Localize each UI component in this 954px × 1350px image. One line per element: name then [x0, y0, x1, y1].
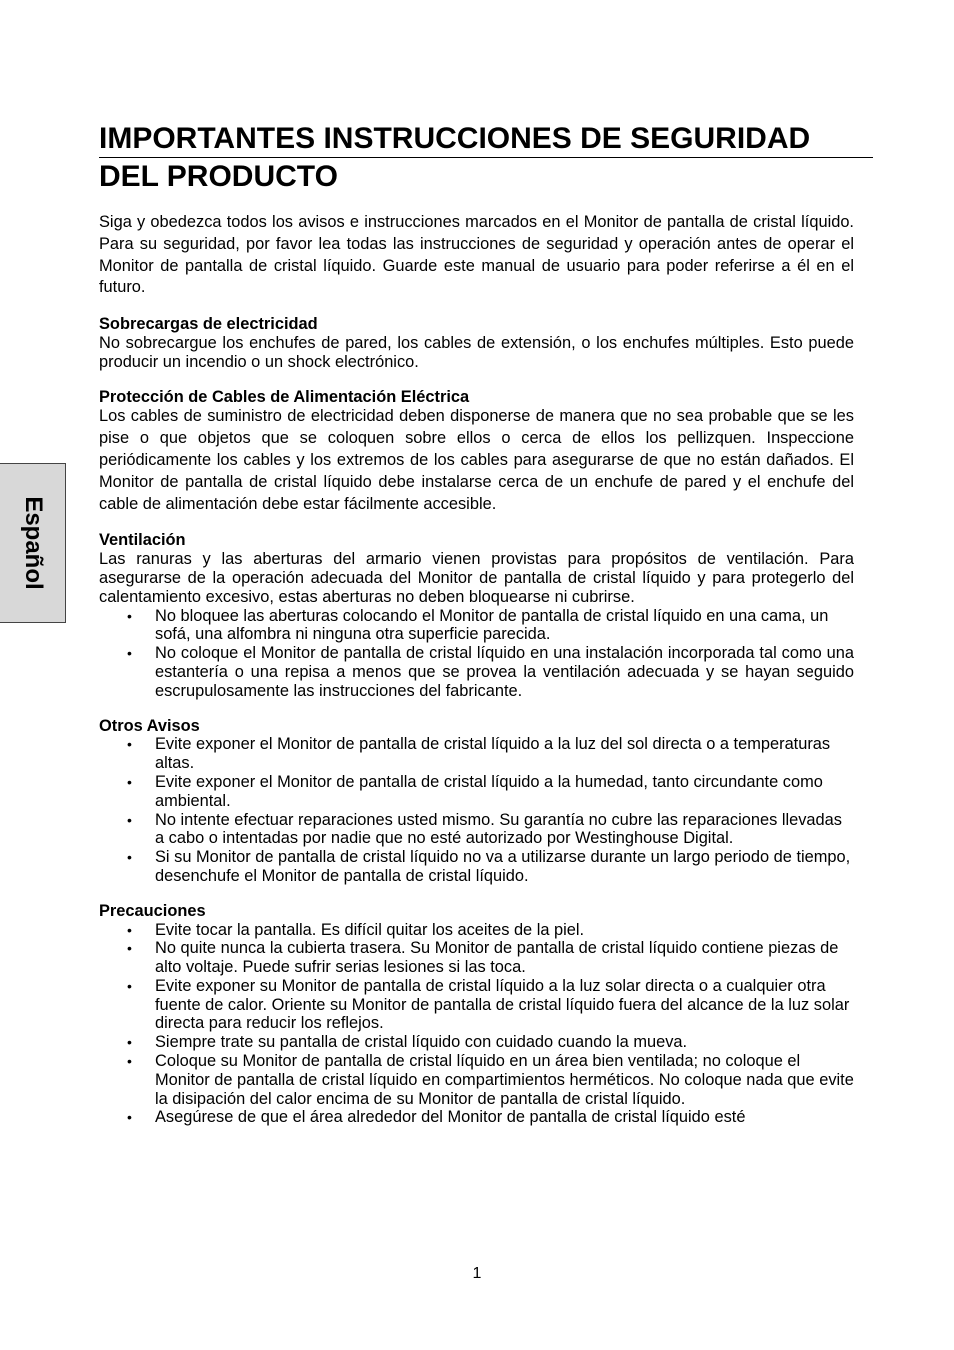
list-item [99, 735, 854, 773]
list-item-text: Evite exponer su Monitor de pantalla de cristal líquido a la luz solar directa o a cualquier otra fuente de calor. Oriente su Monitor de pantalla de cristal líquido fuera del alcance de la luz solar directa para reducir los reflejos. [155, 976, 850, 1033]
bullet-icon: • [127, 1034, 132, 1051]
section-text: Los cables de suministro de electricidad deben disponerse de manera que no sea probable que se les pise o que objetos que se coloquen sobre ellos o cerca de ellos los pellizquen. Inspeccione periódicamente los cables y los extremos de los cables para asegurarse de que no están dañados. El Monitor de pantalla de cristal líquido debe instalarse cerca de un enchufe de pared y el enchufe del cable de alimentación debe estar fácilmente accesible. [99, 407, 854, 513]
bullet-icon: • [127, 811, 132, 828]
list-item-text: Si su Monitor de pantalla de cristal líquido no va a utilizarse durante un largo periodo de tiempo, desenchufe el Monitor de pantalla de cristal líquido. [155, 848, 851, 885]
page-number: 1 [472, 1265, 482, 1282]
document-body [99, 212, 854, 1143]
list-item [99, 644, 854, 700]
section-precautions [99, 902, 854, 1128]
list-item-text: Evite exponer el Monitor de pantalla de cristal líquido a la luz del sol directa o a temperaturas altas. [155, 735, 831, 773]
list-item-text: Asegúrese de que el área alrededor del Monitor de pantalla de cristal líquido esté [155, 1108, 746, 1127]
title-line-1: IMPORTANTES INSTRUCCIONES DE SEGURIDAD [99, 120, 873, 158]
list-item [99, 921, 854, 940]
list-item [99, 1033, 854, 1052]
title-line-2: DEL PRODUCTO [99, 160, 338, 193]
bullet-icon: • [127, 736, 132, 753]
bullet-icon: • [127, 645, 132, 662]
list-item-text: No quite nunca la cubierta trasera. Su Monitor de pantalla de cristal líquido contiene piezas de alto voltaje. Puede sufrir serias lesiones si las toca. [155, 939, 839, 977]
bullet-icon: • [127, 921, 132, 938]
section-ventilation [99, 531, 854, 700]
bullet-icon: • [127, 607, 132, 624]
language-side-tab [0, 463, 66, 623]
bullet-icon: • [127, 977, 132, 994]
bullet-list [99, 921, 854, 1128]
section-heading: Protección de Cables de Alimentación Eléctrica [99, 387, 470, 406]
list-item-text: No bloquee las aberturas colocando el Monitor de pantalla de cristal líquido en una cama, un sofá, una alfombra ni ninguna otra superficie parecida. [155, 606, 829, 644]
bullet-icon: • [127, 1109, 132, 1126]
list-item [99, 848, 854, 886]
list-item [99, 1108, 854, 1127]
list-item [99, 773, 854, 811]
page-title [99, 120, 873, 195]
section-heading: Ventilación [99, 531, 186, 550]
list-item-text: Siempre trate su pantalla de cristal líquido con cuidado cuando la mueva. [155, 1033, 688, 1052]
section-other-warnings [99, 717, 854, 886]
section-power-cable-protection [99, 388, 854, 516]
bullet-icon: • [127, 849, 132, 866]
list-item [99, 607, 854, 645]
list-item [99, 1052, 854, 1108]
intro-paragraph: Siga y obedezca todos los avisos e instrucciones marcados en el Monitor de pantalla de cristal líquido. Para su seguridad, por favor lea todas las instrucciones de seguridad y operación antes de operar el Monitor de pantalla de cristal líquido. Guarde este manual de usuario para poder referirse a él en el futuro. [99, 213, 854, 297]
list-item-text: Evite tocar la pantalla. Es difícil quitar los aceites de la piel. [155, 920, 585, 939]
section-electrical-overload [99, 315, 854, 371]
bullet-icon: • [127, 940, 132, 957]
section-heading: Otros Avisos [99, 716, 200, 735]
bullet-icon: • [127, 773, 132, 790]
bullet-icon: • [127, 1053, 132, 1070]
section-heading: Sobrecargas de electricidad [99, 315, 318, 334]
list-item [99, 977, 854, 1033]
bullet-list [99, 735, 854, 885]
list-item [99, 939, 854, 977]
list-item-text: No coloque el Monitor de pantalla de cristal líquido en una instalación incorporada tal como una estantería o una repisa a menos que se provea la ventilación adecuada y se hayan seguido escrupulosamente las instrucciones del fabricante. [155, 644, 854, 700]
list-item-text: Coloque su Monitor de pantalla de cristal líquido en un área bien ventilada; no coloque el Monitor de pantalla de cristal líquido en compartimientos herméticos. No coloque nada que evite la disipación del calor encima de su Monitor de pantalla de cristal líquido. [155, 1052, 854, 1108]
section-heading: Precauciones [99, 901, 206, 920]
language-tab-label: Español [19, 496, 47, 590]
bullet-list [99, 607, 854, 701]
list-item-text: Evite exponer el Monitor de pantalla de cristal líquido a la humedad, tanto circundante como ambiental. [155, 772, 823, 810]
list-item-text: No intente efectuar reparaciones usted mismo. Su garantía no cubre las reparaciones llevadas a cabo o intentadas por nadie que no esté autorizado por Westinghouse Digital. [155, 810, 842, 848]
list-item [99, 811, 854, 849]
section-text: Las ranuras y las aberturas del armario vienen provistas para propósitos de ventilación. Para asegurarse de la operación adecuada del Monitor de pantalla de cristal líquido y para protegerlo del calentamiento excesivo, estas aberturas no deben bloquearse ni cubrirse. [99, 550, 854, 606]
section-text: No sobrecargue los enchufes de pared, los cables de extensión, o los enchufes múltiples. Esto puede producir un incendio o un shock electrónico. [99, 333, 854, 371]
